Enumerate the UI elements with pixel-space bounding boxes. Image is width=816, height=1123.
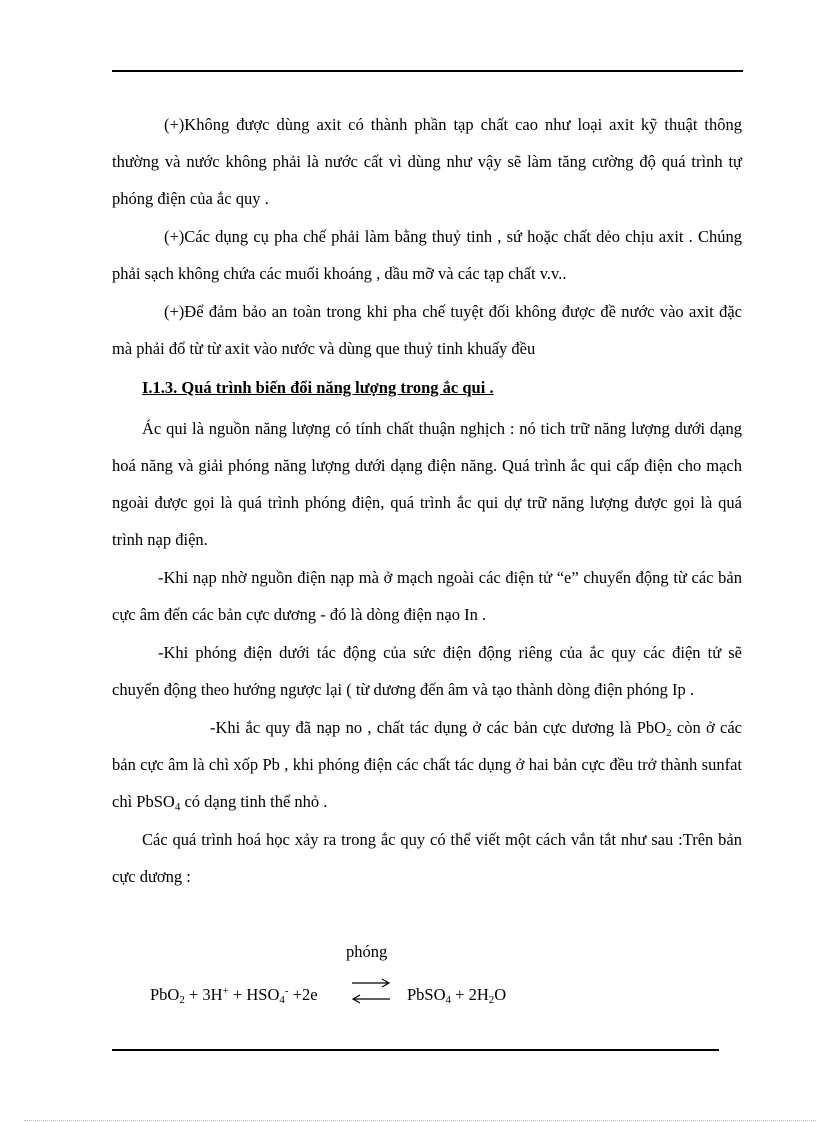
subscript: 2: [666, 727, 672, 739]
reversible-arrows-icon: [350, 976, 392, 1006]
subscript: 4: [445, 994, 452, 1006]
header-rule: [112, 70, 743, 72]
reaction-direction-label: phóng: [346, 942, 388, 961]
paragraph-charging: -Khi nạp nhờ nguồn điện nạp mà ở mạch ngoài các điện tử “e” chuyển động từ các bản cực âm đến các bản cực dương - đó là dòng điện nạo In .: [112, 568, 742, 624]
subscript: 2: [488, 994, 495, 1006]
superscript: -: [284, 985, 289, 997]
page-edge: [24, 1120, 816, 1121]
subscript: 4: [279, 994, 285, 1006]
formula-part: + 3H: [184, 985, 223, 1004]
equation-products: [407, 985, 506, 1005]
formula-part: PbO: [150, 985, 180, 1004]
paragraph-mixing-tools: (+)Các dụng cụ pha chế phải làm bằng thuỷ tinh , sứ hoặc chất dẻo chịu axit . Chúng phải sạch không chứa các muối khoáng , dầu mỡ và các tạp chất v.v..: [112, 227, 742, 283]
formula-part: +2e: [288, 985, 318, 1004]
subscript: 4: [174, 801, 181, 813]
full-charge-text-2: còn ở các bản cực âm là chì xốp Pb , khi phóng điện các chất tác dụng ở hai bản cực đều trở thành sunfat chì PbSO: [112, 718, 742, 811]
formula-part: PbSO: [407, 985, 446, 1004]
equation-reactants: [150, 985, 318, 1005]
section-heading: I.1.3. Quá trình biến đổi năng lượng trong ắc qui .: [142, 378, 494, 397]
formula-part: + 2H: [451, 985, 489, 1004]
full-charge-text-1: -Khi ắc quy đã nạp no , chất tác dụng ở các bản cực dương là PbO: [210, 718, 667, 737]
paragraph-battery-intro: Ác qui là nguồn năng lượng có tính chất thuận nghịch : nó tich trữ năng lượng dưới dạng hoá năng và giải phóng năng lượng dưới dạng điện năng. Quá trình ắc qui cấp điện cho mạch ngoài được gọi là quá trình phóng điện, quá trình ắc qui dự trữ năng lượng được gọi là quá trình nạp điện.: [112, 419, 742, 549]
full-charge-text-3: có dạng tinh thể nhỏ .: [180, 792, 328, 811]
paragraph-acid-purity: (+)Không được dùng axit có thành phần tạp chất cao như loại axit kỹ thuật thông thường và nước không phải là nước cất vì dùng như vậy sẽ làm tăng cường độ quá trình tự phóng điện của ắc quy .: [112, 115, 742, 208]
page-body: [112, 106, 742, 896]
subscript: 2: [179, 994, 185, 1006]
paragraph-discharging: -Khi phóng điện dưới tác động của sức điện động riêng của ắc quy các điện tử sẽ chuyển động theo hướng ngược lại ( từ dương đến âm và tạo thành dòng điện phóng Ip .: [112, 643, 742, 699]
formula-part: O: [494, 985, 507, 1004]
footer-rule: [112, 1049, 719, 1051]
superscript: +: [222, 985, 229, 997]
paragraph-chem-intro: Các quá trình hoá học xảy ra trong ắc quy có thể viết một cách vắn tắt như sau :Trên bản cực dương :: [112, 830, 742, 886]
paragraph-full-charge: [112, 709, 742, 820]
paragraph-safety: (+)Để đảm bảo an toàn trong khi pha chế tuyệt đối không được đề nước vào axit đặc mà phải đổ từ từ axit vào nước và dùng que thuỷ tinh khuấy đều: [112, 302, 742, 358]
formula-part: + HSO: [228, 985, 280, 1004]
